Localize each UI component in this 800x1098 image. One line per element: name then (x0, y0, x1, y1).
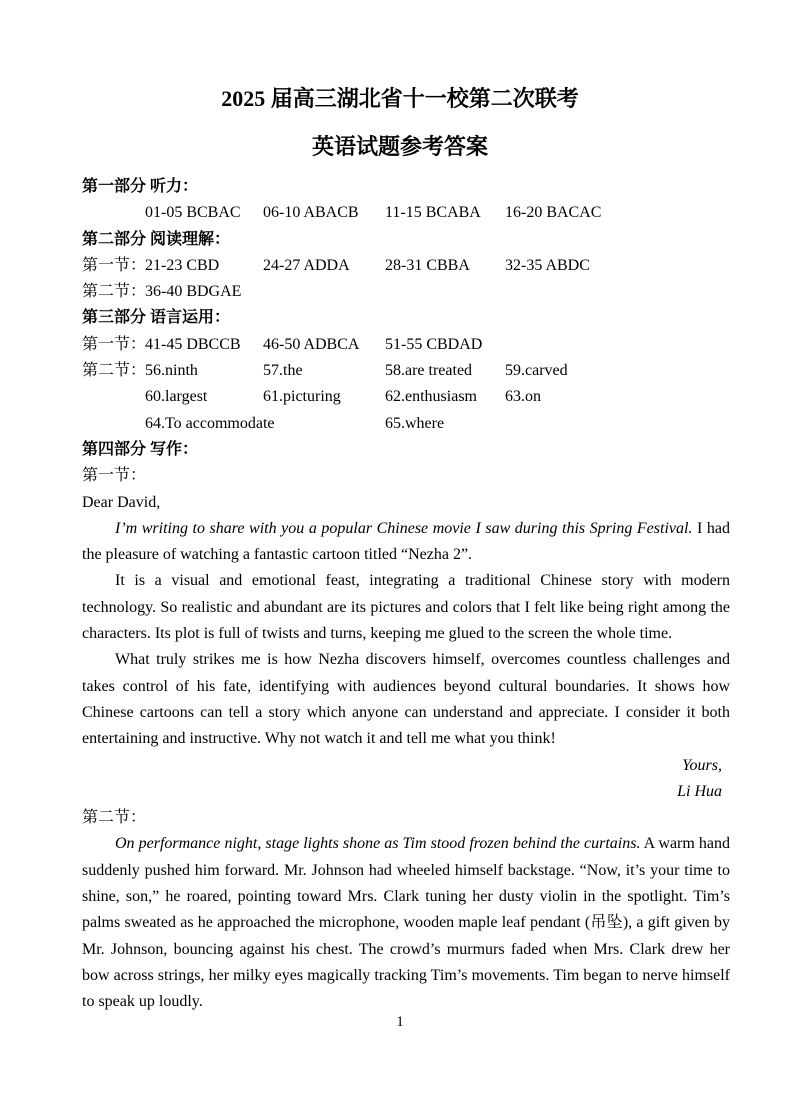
answer-row-label (82, 200, 145, 226)
page-number: 1 (396, 1014, 404, 1030)
story-paragraph-rest: A warm hand suddenly pushed him forward. Mr. Johnson had wheeled himself backstage. “Now, it’s your time to shine, son,” he roared, pointing toward Mrs. Clark tuning her dusty violin in the spotlight. Tim’s palms sweated as he approached the microphone, wooden maple leaf pendant (吊坠), a gift given by Mr. Johnson, bouncing against his chest. The crowd’s murmurs faded when Mrs. Clark drew her bow across strings, her milky eyes magically tracking Tim’s movements. Tim began to nerve himself to speak up loudly. (82, 835, 730, 1011)
answer-row-label: 第一节： (82, 256, 147, 274)
answer-row-label: 第二节： (82, 283, 147, 301)
answer-row (82, 200, 730, 226)
answer-cell: 24-27 ADDA (263, 256, 350, 274)
part2-heading: 第二部分 阅读理解： (82, 230, 231, 248)
answer-cell (263, 411, 385, 437)
story-paragraph-lead: On performance night, stage lights shone as Tim stood frozen behind the curtains. (115, 835, 641, 853)
answer-row (82, 253, 730, 279)
writing-section2-label: 第二节： (82, 809, 147, 827)
writing-section1-label: 第一节： (82, 467, 147, 485)
answer-cell: 65.where (385, 414, 445, 432)
answer-cell: 62.enthusiasm (385, 388, 477, 406)
letter-paragraph-1-rest: I had the pleasure of watching a fantastic cartoon titled “Nezha 2”. (82, 519, 730, 564)
answer-row (82, 384, 730, 410)
answer-cell: 21-23 CBD (145, 256, 220, 274)
answer-row-label: 第一节： (82, 335, 147, 353)
answer-cell: 32-35 ABDC (505, 256, 590, 274)
answer-row (82, 411, 730, 437)
part3-heading: 第三部分 语言运用： (82, 309, 231, 327)
answer-cell: 58.are treated (385, 362, 473, 380)
answer-cell (263, 279, 385, 305)
answer-cell: 01-05 BCBAC (145, 204, 241, 222)
answer-row-label: 第二节： (82, 362, 147, 380)
answer-cell: 64.To accommodate (145, 414, 275, 432)
answer-cell: 59.carved (505, 362, 568, 380)
answer-row-label (82, 411, 145, 437)
answer-cell: 06-10 ABACB (263, 204, 359, 222)
answer-cell: 36-40 BDGAE (145, 283, 242, 301)
letter-paragraph-3: What truly strikes me is how Nezha discovers himself, overcomes countless challenges and takes control of his fate, identifying with audiences beyond cultural boundaries. It shows how Chinese cartoons can tell a story which anyone can understand and appreciate. I consider it both entertaining and instructive. Why not watch it and tell me what you think! (82, 651, 730, 748)
answer-row (82, 358, 730, 384)
answer-cell: 57.the (263, 362, 303, 380)
part1-heading: 第一部分 听力： (82, 178, 199, 195)
letter-closing: Yours, (682, 756, 722, 774)
answer-row-label (82, 384, 145, 410)
letter-paragraph-2: It is a visual and emotional feast, integrating a traditional Chinese story with modern technology. So realistic and abundant are its pictures and colors that I felt like being right among the characters. Its plot is full of twists and turns, keeping me glued to the screen the whole time. (82, 572, 730, 643)
letter-salutation: Dear David, (82, 493, 161, 511)
answer-cell: 16-20 BACAC (505, 204, 602, 222)
document-body (82, 174, 730, 1016)
letter-paragraph-1-lead: I’m writing to share with you a popular Chinese movie I saw during this Spring Festival. (115, 519, 693, 537)
answer-cell: 46-50 ADBCA (263, 335, 360, 353)
answer-row (82, 279, 730, 305)
answer-cell: 61.picturing (263, 388, 341, 406)
story-paragraph (82, 831, 730, 1015)
answer-cell: 56.ninth (145, 362, 198, 380)
document-subtitle: 英语试题参考答案 (311, 134, 488, 159)
part4-heading: 第四部分 写作： (82, 440, 199, 458)
letter-signature: Li Hua (677, 782, 722, 800)
answer-cell: 41-45 DBCCB (145, 335, 241, 353)
letter-paragraph-1 (82, 516, 730, 569)
answer-cell: 63.on (505, 388, 541, 406)
document-title: 2025 届高三湖北省十一校第二次联考 (221, 86, 579, 111)
answer-cell: 11-15 BCABA (385, 204, 481, 222)
answer-cell (385, 279, 505, 305)
answer-cell: 51-55 CBDAD (385, 335, 483, 353)
answer-row (82, 332, 730, 358)
answer-cell: 28-31 CBBA (385, 256, 470, 274)
answer-cell: 60.largest (145, 388, 208, 406)
